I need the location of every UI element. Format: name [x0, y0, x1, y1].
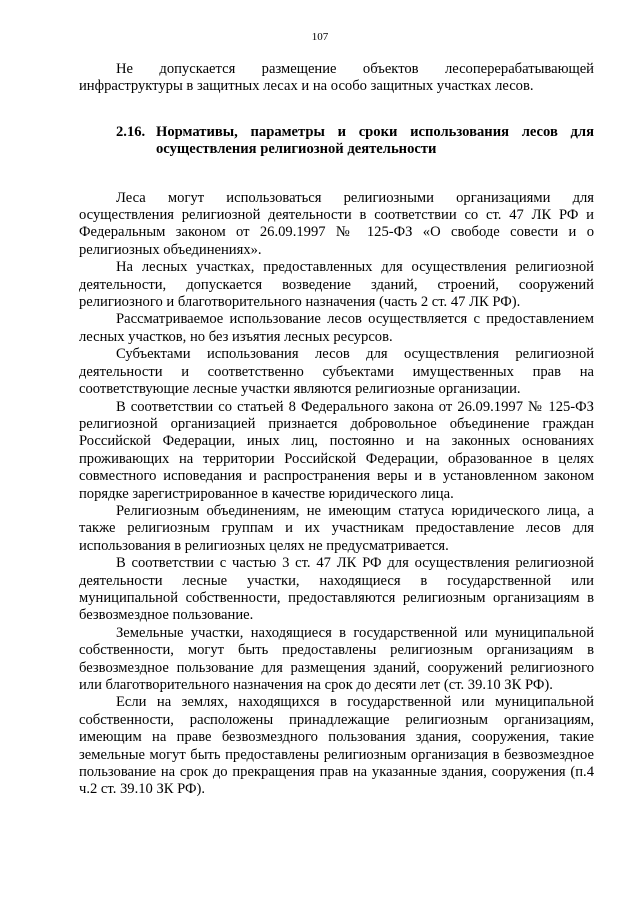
paragraph: Субъектами использования лесов для осуществления религиозной деятельности и соответственно субъектами имущественных прав на соответствующие лесные участки являются религиозные организации. [79, 346, 594, 398]
paragraph: Религиозным объединениям, не имеющим статуса юридического лица, а также религиозным группам и их участникам предоставление лесов для использования в религиозных целях не предусматривается. [79, 502, 594, 554]
intro-paragraph: Не допускается размещение объектов лесоперерабатывающей инфраструктуры в защитных лесах и на особо защитных участках лесов. [79, 61, 594, 95]
paragraph: Если на землях, находящихся в государственной или муниципальной собственности, расположены принадлежащие религиозным организациям, имеющим на праве безвозмездного пользования здания, сооружения, такие земельные могут быть предоставлены религиозным организация в безвозмездное пользование на срок до прекращения прав на указанные здания, сооружения (п.4 ч.2 ст. 39.10 ЗК РФ). [79, 694, 594, 798]
paragraph: В соответствии со статьей 8 Федерального закона от 26.09.1997 № 125-ФЗ религиозной организацией признается добровольное объединение граждан Российской Федерации, иных лиц, постоянно и на законных основаниях проживающих на территории Российской Федерации, образованное в целях совместного исповедания и распространения веры и в установленном законом порядке зарегистрированное в качестве юридического лица. [79, 398, 594, 502]
document-body [79, 61, 594, 799]
section-title: Нормативы, параметры и сроки использования лесов для осуществления религиозной деятельности [156, 123, 594, 158]
section-heading [79, 124, 594, 159]
section-number: 2.16. [116, 123, 146, 140]
paragraph: Земельные участки, находящиеся в государственной или муниципальной собственности, могут быть предоставлены религиозным организациям в безвозмездное пользование для размещения зданий, сооружений религиозного или благотворительного назначения на срок до десяти лет (ст. 39.10 ЗК РФ). [79, 624, 594, 693]
paragraph: В соответствии с частью 3 ст. 47 ЛК РФ для осуществления религиозной деятельности лесные участки, находящиеся в государственной или муниципальной собственности, предоставляются религиозным организациям в безвозмездное пользование. [79, 555, 594, 624]
page-number: 107 [311, 31, 329, 43]
paragraph: Леса могут использоваться религиозными организациями для осуществления религиозной деятельности в соответствии со ст. 47 ЛК РФ и Федеральным законом от 26.09.1997 № 125-ФЗ «О свободе совести и о религиозных объединениях». [79, 189, 594, 258]
paragraph: Рассматриваемое использование лесов осуществляется с предоставлением лесных участков, но без изъятия лесных ресурсов. [79, 311, 594, 345]
paragraph: На лесных участках, предоставленных для осуществления религиозной деятельности, допускается возведение зданий, строений, сооружений религиозного и благотворительного назначения (часть 2 ст. 47 ЛК РФ). [79, 259, 594, 311]
